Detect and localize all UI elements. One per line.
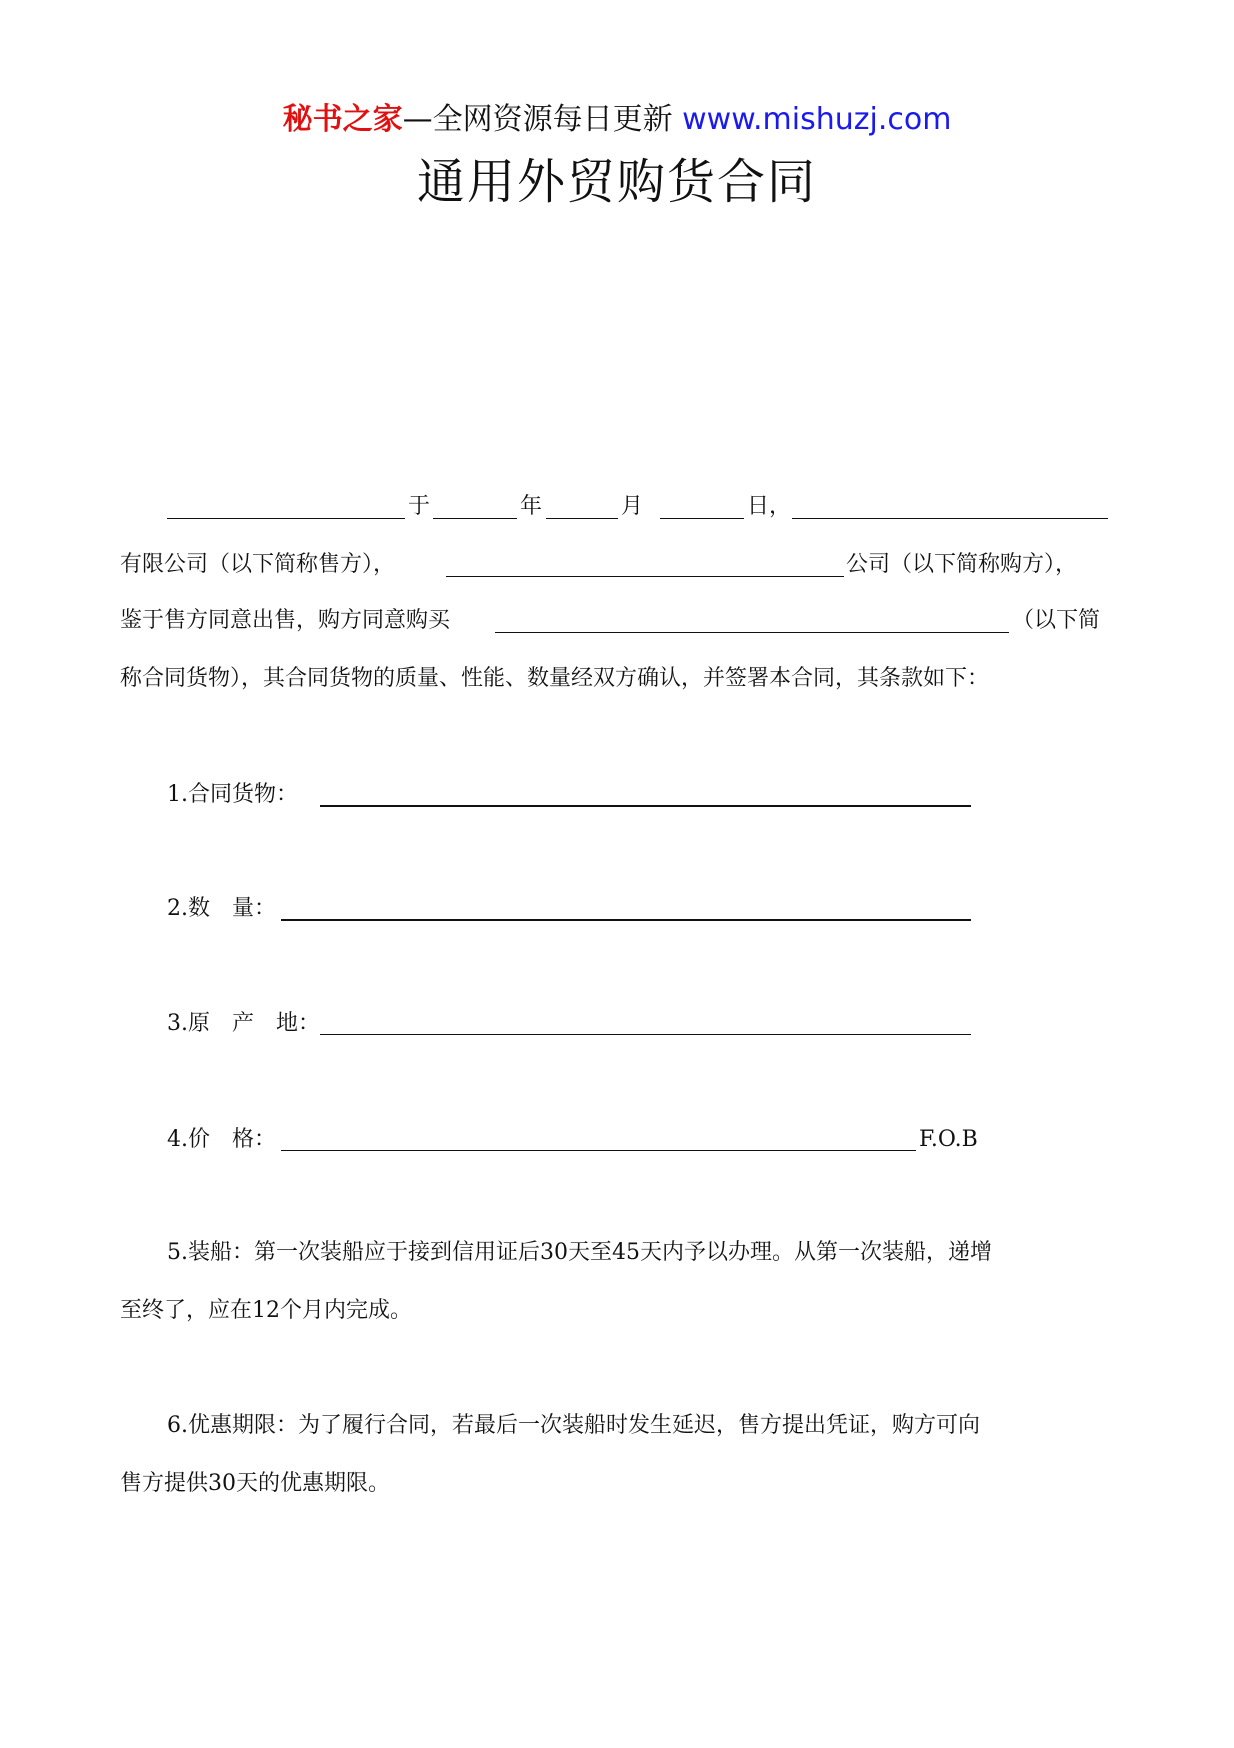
document-title: 通用外贸购货合同 bbox=[416, 154, 817, 210]
clause-2-blank bbox=[281, 919, 971, 921]
clause-4-suffix: F.O.B bbox=[919, 1127, 978, 1152]
intro-line3-prefix: 鉴于售方同意出售，购方同意购买 bbox=[120, 608, 451, 633]
clause-5-line-1: 5.装船：第一次装船应于接到信用证后30天至45天内予以办理。从第一次装船，递增 bbox=[167, 1240, 992, 1265]
site-brand: 秘书之家 bbox=[282, 102, 403, 137]
month-blank bbox=[546, 518, 618, 519]
intro-nian: 年 bbox=[520, 494, 543, 519]
intro-ri: 日， bbox=[747, 494, 792, 519]
clause-4-blank bbox=[281, 1150, 916, 1151]
intro-buyer-suffix: 公司（以下简称购方）， bbox=[846, 552, 1078, 577]
clause-1-blank bbox=[320, 805, 971, 807]
buyer-name-blank bbox=[446, 576, 844, 577]
clause-6-line-2: 售方提供30天的优惠期限。 bbox=[120, 1471, 390, 1496]
intro-yu: 于 bbox=[408, 494, 431, 519]
goods-blank bbox=[495, 632, 1009, 633]
site-header bbox=[0, 100, 1234, 140]
intro-yue: 月 bbox=[621, 494, 644, 519]
site-tagline: —全网资源每日更新 bbox=[402, 102, 673, 137]
clause-4-label: 4.价 格： bbox=[167, 1127, 276, 1152]
intro-line4: 称合同货物），其合同货物的质量、性能、数量经双方确认，并签署本合同，其条款如下： bbox=[120, 666, 990, 691]
clause-6-line-1: 6.优惠期限：为了履行合同，若最后一次装船时发生延迟，售方提出凭证，购方可向 bbox=[167, 1413, 980, 1438]
site-url-link[interactable]: www.mishuzj.com bbox=[682, 102, 952, 137]
intro-seller-suffix: 有限公司（以下简称售方）， bbox=[120, 552, 396, 577]
clause-1-label: 1.合同货物： bbox=[167, 782, 298, 807]
day-blank bbox=[660, 518, 744, 519]
seller-name-blank-2 bbox=[792, 518, 1108, 519]
clause-5-line-2: 至终了，应在12个月内完成。 bbox=[120, 1298, 412, 1323]
seller-name-blank-1 bbox=[167, 518, 405, 519]
intro-line3-suffix: （以下简 bbox=[1012, 608, 1101, 633]
clause-3-blank bbox=[320, 1034, 971, 1035]
clause-2-label: 2.数 量： bbox=[167, 896, 276, 921]
year-blank bbox=[433, 518, 517, 519]
clause-3-label: 3.原 产 地： bbox=[167, 1011, 320, 1036]
